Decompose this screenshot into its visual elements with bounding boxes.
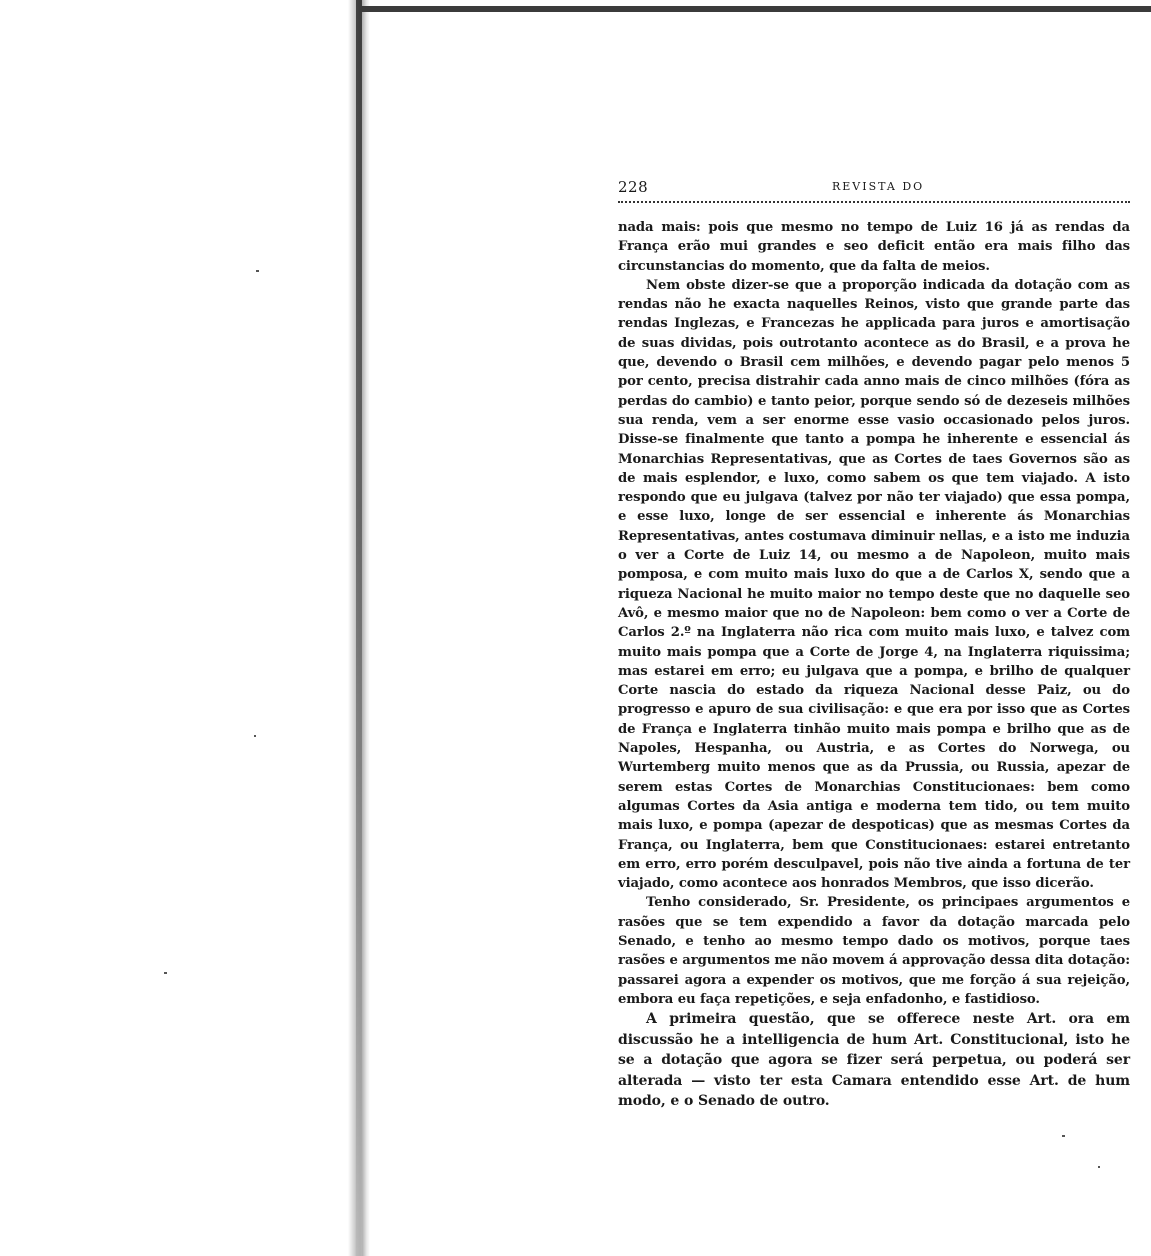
page-header <box>618 178 1130 200</box>
paragraph: Tenho considerado, Sr. Presidente, os principaes argumentos e rasões que se tem expendido a favor da dotação marcada pelo Senado, e tenho ao mesmo tempo dado os motivos, porque taes rasões e argumentos me não movem á approvação dessa dita dotação: passarei agora a expender os motivos, que me forção á sua rejeição, embora eu faça repetições, e seja enfadonho, e fastidioso. <box>618 895 1130 1007</box>
page-top-edge <box>360 6 1151 12</box>
binding-edge <box>356 0 362 1256</box>
scan-speck <box>1098 1166 1100 1168</box>
page-number: 228 <box>618 178 649 196</box>
running-title: REVISTA DO <box>832 180 925 193</box>
header-rule <box>618 201 1130 203</box>
page-body <box>618 218 1130 1112</box>
paragraph: A primeira questão, que se offerece neste Art. ora em discussão he a intelligencia de hum Art. Constitucional, isto he se a dotação que agora se fizer será perpetua, ou poderá ser alterada — visto ter esta Camara entendido esse Art. de hum modo, e o Senado de outro. <box>618 1011 1130 1110</box>
scan-speck <box>256 270 259 272</box>
scan-speck <box>254 735 256 737</box>
paragraph: nada mais: pois que mesmo no tempo de Luiz 16 já as rendas da França erão mui grandes e seo deficit então era mais filho das circunstancias do momento, que da falta de meios. <box>618 220 1130 274</box>
scan-speck <box>164 972 167 974</box>
scan-speck <box>1062 1135 1065 1137</box>
paragraph: Nem obste dizer-se que a proporção indicada da dotação com as rendas não he exacta naquelles Reinos, visto que grande parte das rendas Inglezas, e Francezas he applicada para juros e amortisação de suas dividas, pois outrotanto acontece as do Brasil, e a prova he que, devendo o Brasil cem milhões, e devendo pagar pelo menos 5 por cento, precisa distrahir cada anno mais de cinco milhões (fóra as perdas do cambio) e tanto peior, porque sendo só de dezeseis milhões sua renda, vem a ser enorme esse vasio occasionado pelos juros. Disse-se finalmente que tanto a pompa he inherente e essencial ás Monarchias Representativas, que as Cortes de taes Governos são as de mais esplendor, e luxo, como sabem os que tem viajado. A isto respondo que eu julgava (talvez por não ter viajado) que essa pompa, e esse luxo, longe de ser essencial e inherente ás Monarchias Representativas, antes costumava diminuir nellas, e a isto me induzia o ver a Corte de Luiz 14, ou mesmo a de Napoleon, muito mais pomposa, e com muito mais luxo do que a de Carlos X, sendo que a riqueza Nacional he muito maior no tempo deste que no daquelle seo Avô, e mesmo maior que no de Napoleon: bem como o ver a Corte de Carlos 2.º na Inglaterra não rica com muito mais luxo, e talvez com muito mais pompa que a Corte de Jorge 4, na Inglaterra riquissima; mas estarei em erro; eu julgava que a pompa, e brilho de qualquer Corte nascia do estado da riqueza Nacional desse Paiz, ou do progresso e apuro de sua civilisação: e que era por isso que as Cortes de França e Inglaterra tinhão muito mais pompa e brilho que as de Napoles, Hespanha, ou Austria, e as Cortes do Norwega, ou Wurtemberg muito menos que as da Prussia, ou Russia, apezar de serem estas Cortes de Monarchias Constitucionaes: bem como algumas Cortes da Asia antiga e moderna tem tido, ou tem muito mais luxo, e pompa (apezar de despoticas) que as mesmas Cortes da França, ou Inglaterra, bem que Constitucionaes: estarei entretanto em erro, erro porém desculpavel, pois não tive ainda a fortuna de ter viajado, como acontece aos honrados Membros, que isso dicerão. <box>618 277 1130 892</box>
